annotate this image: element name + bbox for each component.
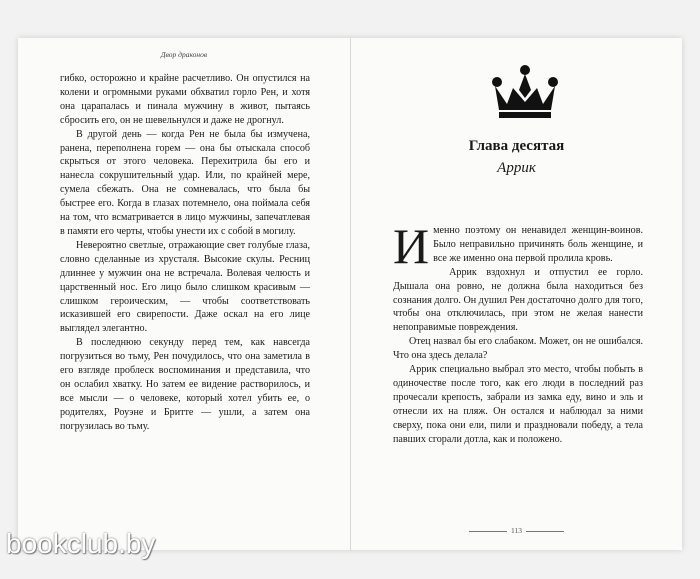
running-head: Двор драконов	[160, 50, 208, 59]
right-page	[351, 38, 682, 550]
paragraph: В другой день — когда Рен не была бы измучена, ранена, переполнена горем — она бы отыскала способ скрыться от этого человека. Перехитрила бы его и нанесла сокрушительный удар. Или, по крайней мере, сумела сбежать. Она не сомневалась, что была бы быстрее его. Когда в глазах потемнело, она поймала себя на том, что всматривается в лицо мужчины, запечатлевая в памяти его черты, чтобы унести их с собой в могилу.	[60, 128, 310, 237]
right-page-text	[393, 218, 643, 447]
paragraph	[393, 218, 643, 274]
left-page-text	[60, 72, 310, 434]
paragraph-text: менно поэтому он ненавидел женщин-воинов. Было неправильно причинять боль женщине, и все же именно она первой пролила кровь.	[433, 225, 643, 264]
crown-icon	[491, 64, 559, 120]
paragraph: Отец назвал бы его слабаком. Может, он не ошибался. Что она здесь делала?	[393, 336, 643, 362]
chapter-title: Глава десятая	[468, 138, 565, 154]
paragraph: Невероятно светлые, отражающие свет голубые глаза, словно сделанные из хрусталя. Высокие скулы. Ресниц длиннее у мужчин она не встречала. Волевая челюсть и царственный нос. Его лицо было слишком красивым — слишком героическим, — чтобы соответствовать исказившей его свирепости. Даже оскал на его лице выглядел элегантно.	[60, 239, 310, 335]
drop-cap: И	[393, 218, 430, 274]
book-spread	[18, 38, 682, 550]
watermark-logo: bookclub.by	[6, 528, 156, 559]
paragraph: В последнюю секунду перед тем, как навсегда погрузиться во тьму, Рен почудилось, что она заметила в его взгляде проблеск воспоминания и представила, что он ослабил хватку. Но затем ее видение растворилось, и все мысли — о человеке, который хотел убить ее, о родителях, Роуэне и Бритте — ушли, а затем она погрузилась во тьму.	[60, 337, 310, 432]
page-number	[351, 526, 682, 535]
folio-rule-left	[469, 531, 507, 532]
paragraph: гибко, осторожно и крайне расчетливо. Он опустился на колени и огромными руками обхватил горло Рен, и хотя она царапалась и пинала мужчину в живот, пытаясь сбросить его, он не шевельнулся и даже не дрогнул.	[60, 73, 310, 126]
paragraph: Аррик вздохнул и отпустил ее горло. Дышала она ровно, не должна была находиться без сознания долго. Он душил Рен достаточно долго для того, чтобы она отключилась, при этом не желая нанести непоправимые повреждения.	[393, 266, 643, 334]
page-number-text: 113	[511, 526, 522, 535]
left-page	[18, 38, 350, 550]
chapter-subtitle: Аррик	[497, 160, 536, 176]
folio-rule-right	[526, 531, 564, 532]
paragraph: Аррик специально выбрал это место, чтобы побыть в одиночестве после того, как его люди в последний раз прочесали крепость, забрали из замка еду, вино и эль и отнесли их на пляж. Он остался и наблюдал за ними сверху, пока они ели, пили и праздновали победу, а тела павших сгорали дотла, как и положено.	[393, 364, 643, 445]
